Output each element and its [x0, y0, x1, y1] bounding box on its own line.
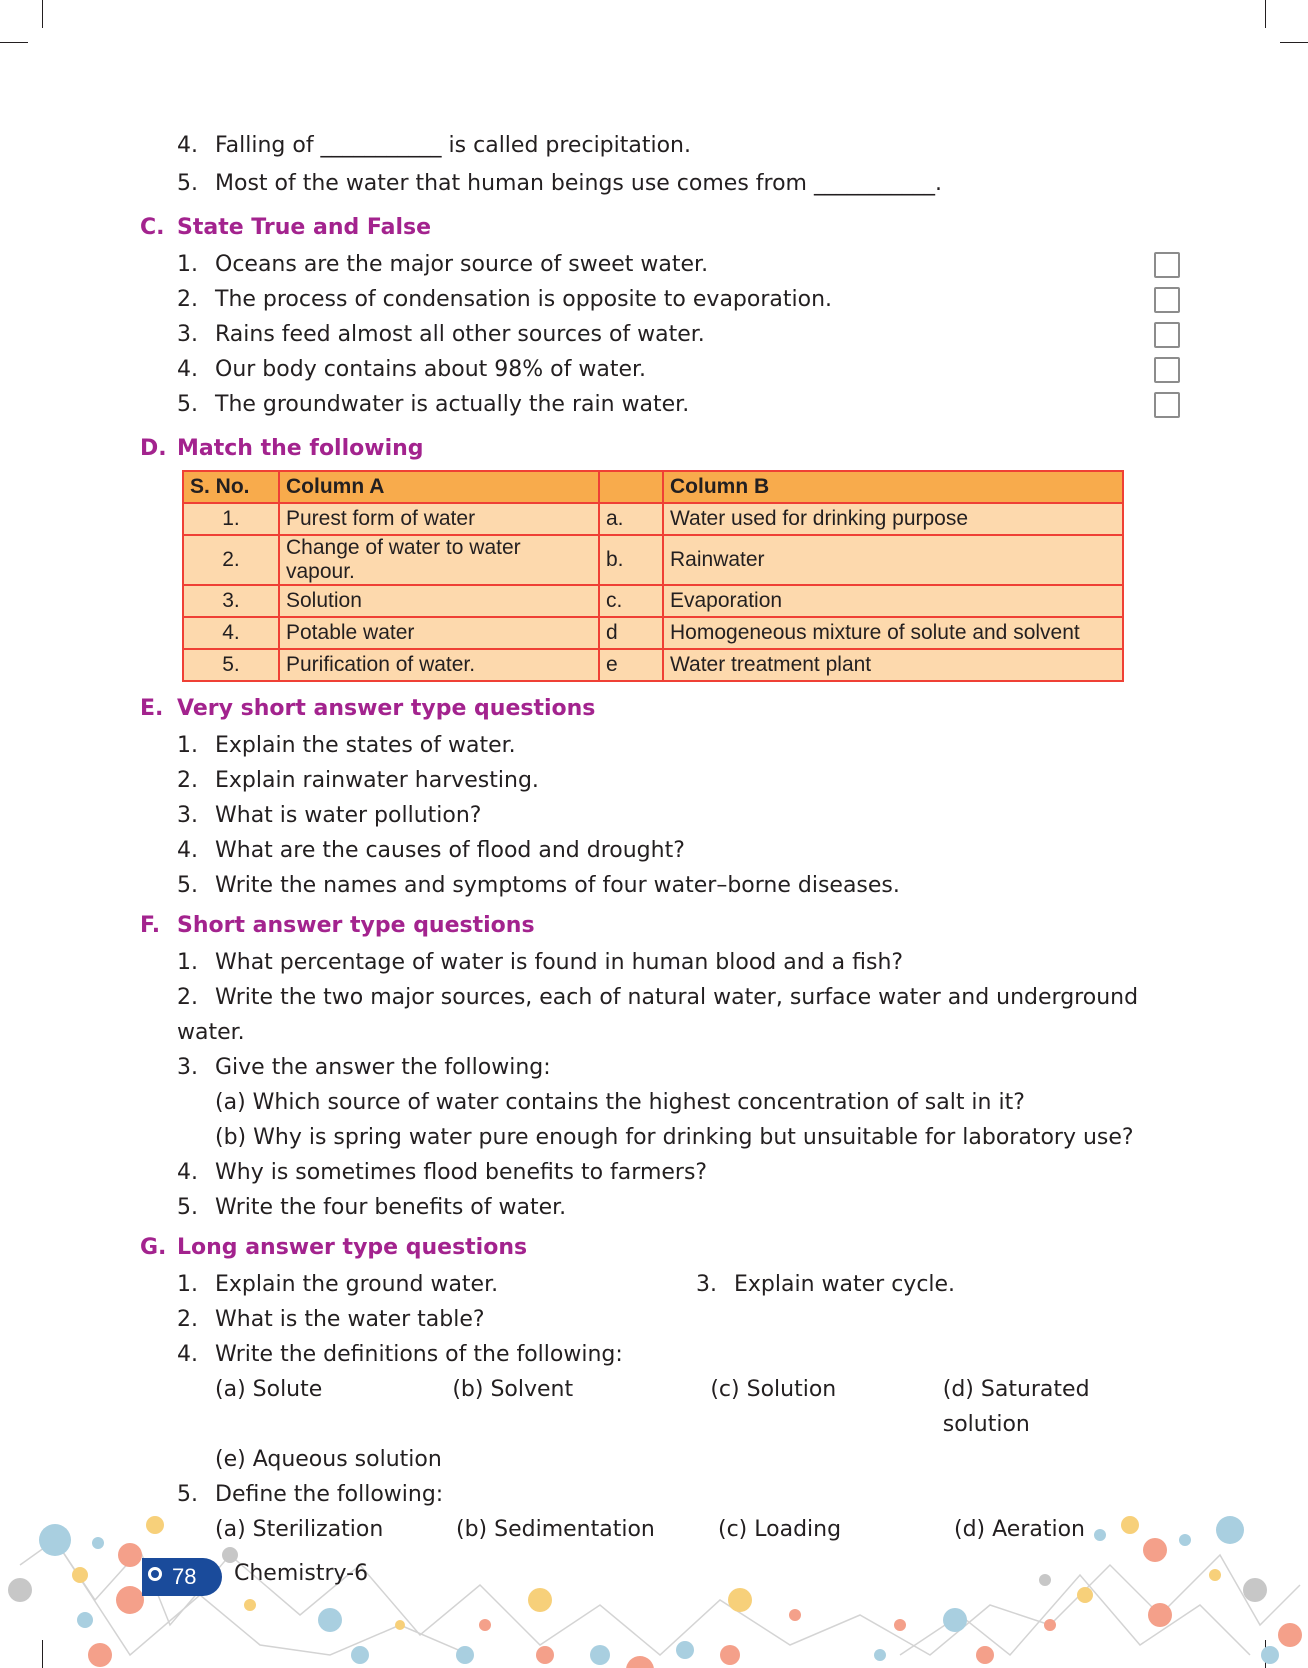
list-item: 5. Write the names and symptoms of four water–borne diseases.	[177, 873, 900, 898]
list-item-row	[177, 1267, 1180, 1302]
list-item: 3. Give the answer the following:	[177, 1055, 551, 1080]
option-item: (b) Sedimentation	[456, 1517, 655, 1542]
very-short-questions-list	[177, 728, 1180, 903]
table-cell: Water treatment plant	[663, 649, 1123, 681]
list-item: 4. Why is sometimes flood benefits to farmers?	[177, 1160, 708, 1185]
list-item: 1. Explain the ground water.	[177, 1272, 499, 1297]
sub-question: (b) Why is spring water pure enough for drinking but unsuitable for laboratory use?	[215, 1125, 1134, 1150]
answer-checkbox[interactable]	[1154, 287, 1180, 313]
table-cell: Homogeneous mixture of solute and solvent	[663, 617, 1123, 649]
section-heading-e: E. Very short answer type questions	[140, 696, 596, 721]
table-row	[183, 535, 1123, 585]
sub-question: (a) Which source of water contains the highest concentration of salt in it?	[215, 1090, 1025, 1115]
table-cell: Evaporation	[663, 585, 1123, 617]
crop-mark	[42, 0, 43, 28]
table-row	[183, 649, 1123, 681]
list-item: 5. Most of the water that human beings use comes from ___________.	[177, 171, 942, 196]
table-cell: 3.	[183, 585, 279, 617]
option-item: (c) Loading	[718, 1517, 842, 1542]
table-cell: e	[599, 649, 663, 681]
page-number: 78	[172, 1564, 197, 1589]
table-row	[183, 585, 1123, 617]
list-item: 1. What percentage of water is found in human blood and a fish?	[177, 950, 904, 975]
definition-options	[177, 1372, 1180, 1442]
list-item: 4. What are the causes of flood and drought?	[177, 838, 685, 863]
table-cell: Purest form of water	[279, 503, 599, 535]
section-heading-f: F. Short answer type questions	[140, 913, 535, 938]
section-heading-d: D. Match the following	[140, 436, 424, 461]
option-item: (c) Solution	[710, 1377, 837, 1402]
short-questions-list	[177, 945, 1180, 1225]
section-heading-c: C. State True and False	[140, 215, 432, 240]
table-row	[183, 503, 1123, 535]
answer-checkbox[interactable]	[1154, 322, 1180, 348]
list-item: 2. What is the water table?	[177, 1307, 485, 1332]
table-cell: Change of water to water vapour.	[279, 535, 599, 585]
list-item: 5. Write the four benefits of water.	[177, 1195, 567, 1220]
table-cell: b.	[599, 535, 663, 585]
column-header: S. No.	[183, 471, 279, 503]
table-cell: 5.	[183, 649, 279, 681]
list-item: 4. Falling of ___________ is called precipitation.	[177, 133, 691, 158]
table-header-row	[183, 471, 1123, 503]
crop-mark	[0, 42, 28, 43]
match-table	[182, 470, 1124, 682]
column-header	[599, 471, 663, 503]
table-cell: d	[599, 617, 663, 649]
list-item: 3. What is water pollution?	[177, 803, 482, 828]
list-item: 4. Write the definitions of the following:	[177, 1342, 623, 1367]
table-cell: Solution	[279, 585, 599, 617]
option-item: (a) Sterilization	[215, 1517, 384, 1542]
true-false-list	[177, 247, 1180, 422]
table-cell: Rainwater	[663, 535, 1123, 585]
list-item: 5. Define the following:	[177, 1482, 444, 1507]
book-title: Chemistry-6	[234, 1561, 369, 1586]
list-item: 4. Our body contains about 98% of water.	[177, 352, 1180, 387]
table-cell: 2.	[183, 535, 279, 585]
answer-checkbox[interactable]	[1154, 392, 1180, 418]
list-item: 2. Write the two major sources, each of natural water, surface water and underground water.	[177, 985, 1139, 1045]
table-cell: 1.	[183, 503, 279, 535]
table-cell: Water used for drinking purpose	[663, 503, 1123, 535]
section-heading-g: G. Long answer type questions	[140, 1235, 528, 1260]
option-item: (d) Saturated solution	[942, 1377, 1090, 1437]
list-item: 1. Oceans are the major source of sweet water.	[177, 247, 1180, 282]
fill-blanks-list	[177, 128, 1180, 201]
list-item: 1. Explain the states of water.	[177, 733, 516, 758]
answer-checkbox[interactable]	[1154, 357, 1180, 383]
column-header: Column A	[279, 471, 599, 503]
list-item: 5. The groundwater is actually the rain water.	[177, 387, 1180, 422]
list-item: 3. Explain water cycle.	[696, 1272, 956, 1297]
crop-mark	[1265, 0, 1266, 28]
column-header: Column B	[663, 471, 1123, 503]
answer-checkbox[interactable]	[1154, 252, 1180, 278]
list-item: 3. Rains feed almost all other sources of water.	[177, 317, 1180, 352]
table-cell: Potable water	[279, 617, 599, 649]
list-item: 2. Explain rainwater harvesting.	[177, 768, 539, 793]
page-number-badge	[142, 1558, 222, 1596]
table-cell: a.	[599, 503, 663, 535]
option-item: (b) Solvent	[452, 1377, 574, 1402]
ring-icon	[148, 1567, 162, 1581]
table-cell: Purification of water.	[279, 649, 599, 681]
list-item: 2. The process of condensation is opposite to evaporation.	[177, 282, 1180, 317]
crop-mark	[1280, 42, 1308, 43]
table-cell: 4.	[183, 617, 279, 649]
table-row	[183, 617, 1123, 649]
option-item: (e) Aqueous solution	[215, 1447, 442, 1472]
option-item: (a) Solute	[215, 1377, 323, 1402]
page-content	[140, 128, 1180, 1547]
table-cell: c.	[599, 585, 663, 617]
option-item: (d) Aeration	[954, 1517, 1085, 1542]
